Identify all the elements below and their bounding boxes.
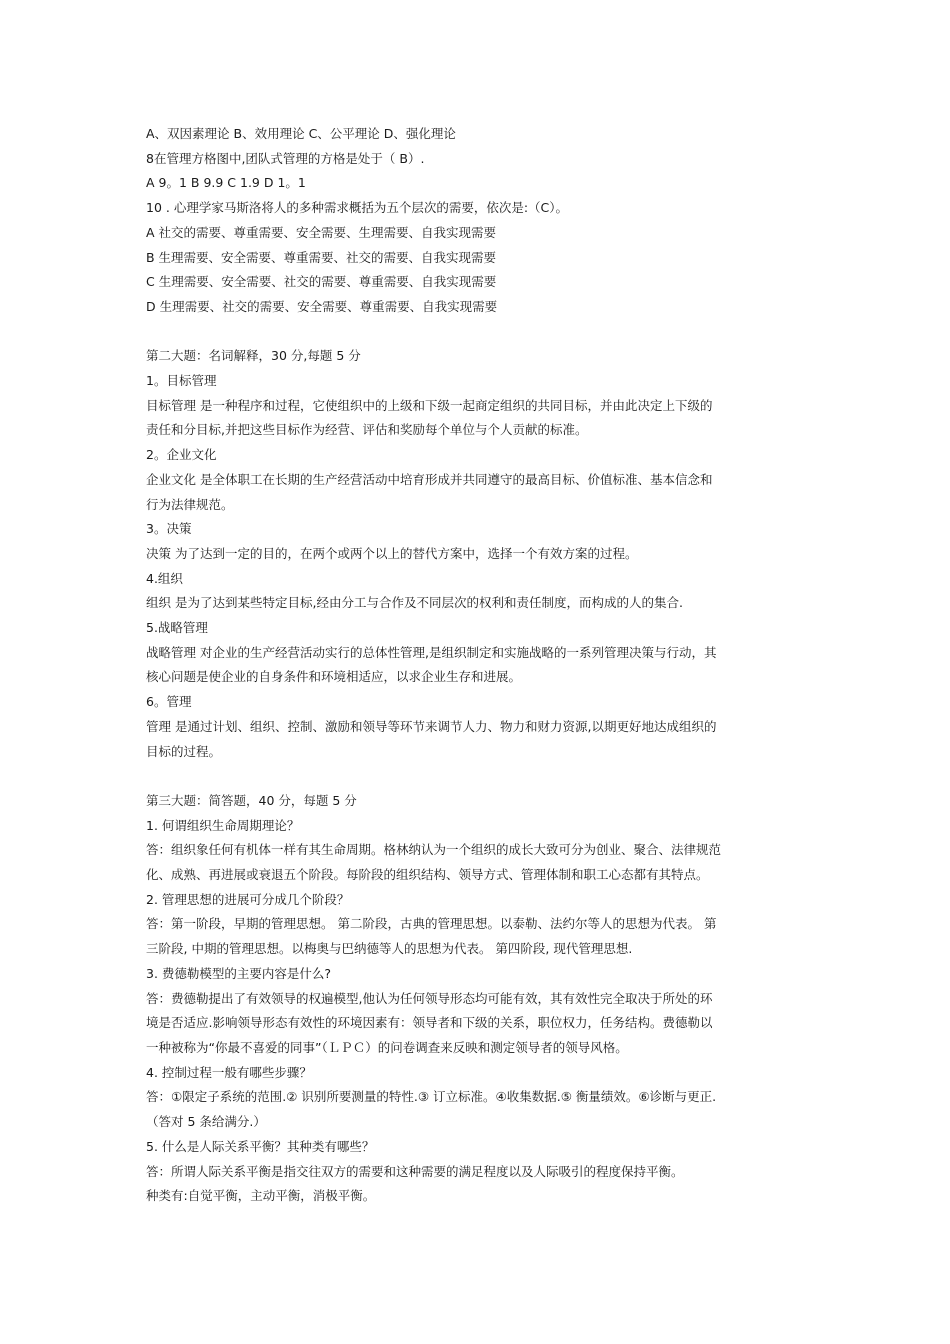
document-body xyxy=(146,122,816,1209)
text-line: A 9。1 B 9.9 C 1.9 D 1。1 xyxy=(146,175,306,191)
text-line: 10 . 心理学家马斯洛将人的多种需求概括为五个层次的需要，依次是:（C）。 xyxy=(146,200,569,216)
text-line: A、双因素理论 B、效用理论 C、公平理论 D、强化理论 xyxy=(146,126,456,141)
answer-line: 一种被称为“你最不喜爱的同事”（ＬＰＣ）的问卷调查来反映和测定领导者的领导风格。 xyxy=(146,1039,628,1055)
term-title: 1。目标管理 xyxy=(146,373,217,389)
answer-line: （答对 5 条给满分.） xyxy=(146,1114,266,1130)
text-line: 8在管理方格图中,团队式管理的方格是处于（ B）. xyxy=(146,150,425,166)
answer-line: 答：①限定子系统的范围.② 识别所要测量的特性.③ 订立标准。④收集数据.⑤ 衡量绩效。⑥诊断与更正. xyxy=(146,1089,717,1105)
term-definition-line: 组织 是为了达到某些特定目标,经由分工与合作及不同层次的权利和责任制度，而构成的人的集合. xyxy=(146,595,683,611)
answer-line: 三阶段, 中期的管理思想。以梅奥与巴纳德等人的思想为代表。 第四阶段, 现代管理思想. xyxy=(146,941,633,957)
question-title: 1. 何谓组织生命周期理论？ xyxy=(146,817,300,833)
term-title: 2。企业文化 xyxy=(146,447,217,463)
term-title: 4.组织 xyxy=(146,570,183,586)
term-definition-line: 责任和分目标,并把这些目标作为经营、评估和奖励每个单位与个人贡献的标准。 xyxy=(146,422,588,438)
term-definition-line: 企业文化 是全体职工在长期的生产经营活动中培育形成并共同遵守的最高目标、价值标准、基本信念和 xyxy=(146,471,713,487)
section-heading: 第二大题：名词解释，30 分,每题 5 分 xyxy=(146,348,361,364)
text-line: B 生理需要、安全需要、尊重需要、社交的需要、自我实现需要 xyxy=(146,249,497,265)
term-definition-line: 核心问题是使企业的自身条件和环境相适应，以求企业生存和进展。 xyxy=(146,669,522,685)
term-title: 3。决策 xyxy=(146,521,192,537)
section-heading: 第三大题：简答题，40 分，每题 5 分 xyxy=(146,792,357,808)
answer-line: 答：第一阶段，早期的管理思想。 第二阶段，古典的管理思想。以泰勒、法约尔等人的思想为代表。 第 xyxy=(146,916,717,932)
question-title: 2. 管理思想的进展可分成几个阶段？ xyxy=(146,891,350,907)
term-definition-line: 战略管理 对企业的生产经营活动实行的总体性管理,是组织制定和实施战略的一系列管理决策与行动，其 xyxy=(146,644,717,660)
term-title: 6。管理 xyxy=(146,694,192,710)
answer-line: 种类有:自觉平衡，主动平衡，消极平衡。 xyxy=(146,1188,376,1204)
answer-line: 答：费德勒提出了有效领导的权遍模型,他认为任何领导形态均可能有效，其有效性完全取决于所处的环 xyxy=(146,990,713,1006)
spacer xyxy=(146,320,816,345)
text-line: D 生理需要、社交的需要、安全需要、尊重需要、自我实现需要 xyxy=(146,298,498,314)
question-title: 4. 控制过程一般有哪些步骤？ xyxy=(146,1064,312,1080)
term-definition-line: 行为法律规范。 xyxy=(146,496,234,512)
question-title: 3. 费德勒模型的主要内容是什么? xyxy=(146,965,332,981)
spacer xyxy=(146,764,816,789)
answer-line: 答：所谓人际关系平衡是指交往双方的需要和这种需要的满足程度以及人际吸引的程度保持平衡。 xyxy=(146,1163,684,1179)
term-definition-line: 决策 为了达到一定的目的，在两个或两个以上的替代方案中，选择一个有效方案的过程。 xyxy=(146,545,638,561)
answer-line: 答：组织象任何有机体一样有其生命周期。格林纳认为一个组织的成长大致可分为创业、聚合、法律规范 xyxy=(146,842,722,858)
term-title: 5.战略管理 xyxy=(146,620,208,636)
term-definition-line: 目标管理 是一种程序和过程，它使组织中的上级和下级一起商定组织的共同目标，并由此决定上下级的 xyxy=(146,397,713,413)
text-line: A 社交的需要、尊重需要、安全需要、生理需要、自我实现需要 xyxy=(146,224,497,240)
term-definition-line: 目标的过程。 xyxy=(146,743,222,759)
term-definition-line: 管理 是通过计划、组织、控制、激励和领导等环节来调节人力、物力和财力资源,以期更好地达成组织的 xyxy=(146,718,717,734)
question-title: 5. 什么是人际关系平衡？其种类有哪些？ xyxy=(146,1138,375,1154)
text-line: C 生理需要、安全需要、社交的需要、尊重需要、自我实现需要 xyxy=(146,274,497,290)
answer-line: 境是否适应.影响领导形态有效性的环境因素有：领导者和下级的关系，职位权力，任务结构。费德勒以 xyxy=(146,1015,713,1031)
answer-line: 化、成熟、再进展或衰退五个阶段。每阶段的组织结构、领导方式、管理体制和职工心态都有其特点。 xyxy=(146,867,709,883)
